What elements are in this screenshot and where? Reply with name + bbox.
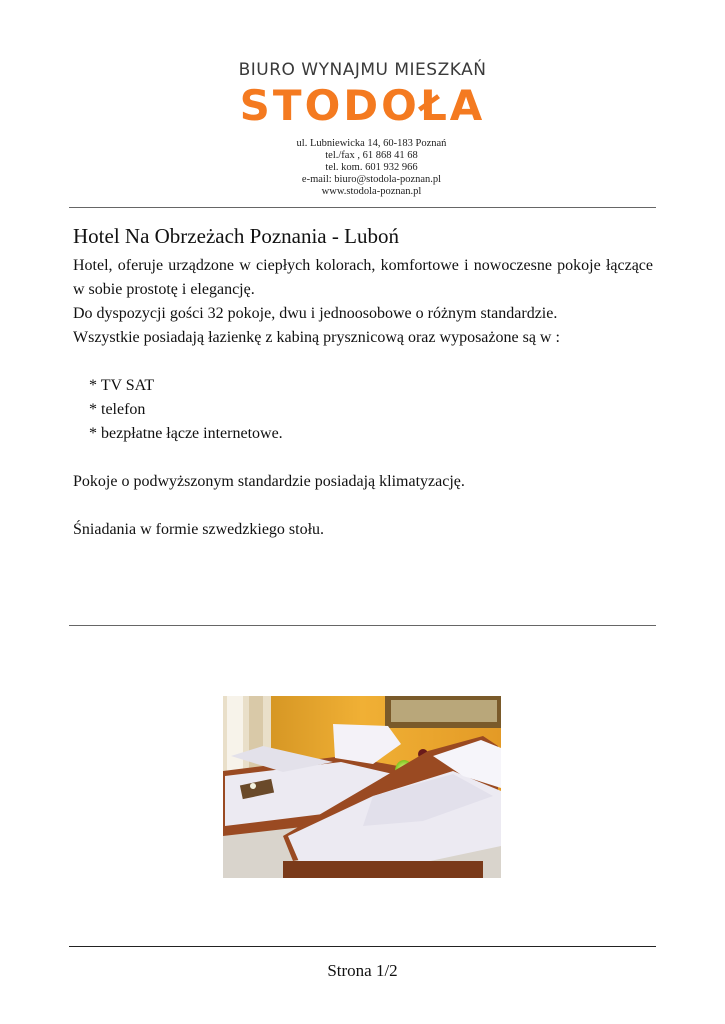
list-item: * telefon [89,401,146,418]
page-number: Strona 1/2 [327,961,398,980]
contact-block [0,138,725,198]
main-content [73,222,653,542]
company-logo [0,60,725,130]
contact-email: e-mail: biuro@stodola-poznan.pl [301,174,442,185]
amenities-list [73,374,653,446]
contact-phone-fax: tel./fax , 61 868 41 68 [325,150,418,161]
hotel-room-photo [223,696,501,878]
climate-note: Pokoje o podwyższonym standardzie posiadają klimatyzację. [73,473,465,490]
breakfast-note: Śniadania w formie szwedzkiego stołu. [73,521,325,538]
contact-mobile: tel. kom. 601 932 966 [325,162,418,173]
list-item: * TV SAT [89,377,155,394]
logo-wordmark: STODOŁA [239,81,486,130]
description-paragraph-1: Hotel, oferuje urządzone w ciepłych kolorach, komfortowe i nowoczesne pokoje łączące w sobie prostotę i elegancję. [73,257,653,298]
description-paragraph-3: Wszystkie posiadają łazienkę z kabiną prysznicową oraz wyposażone są w : [73,329,560,346]
logo-tagline: BIURO WYNAJMU MIESZKAŃ [238,60,487,80]
description-paragraph-2: Do dyspozycji gości 32 pokoje, dwu i jednoosobowe o różnym standardzie. [73,305,558,322]
contact-address: ul. Lubniewicka 14, 60-183 Poznań [296,138,447,149]
contact-website: www.stodola-poznan.pl [321,186,422,197]
list-item: * bezpłatne łącze internetowe. [89,425,283,442]
header-divider [69,207,656,208]
content-divider [69,625,656,626]
page-title: Hotel Na Obrzeżach Poznania - Luboń [73,224,399,248]
footer-divider [69,946,656,947]
